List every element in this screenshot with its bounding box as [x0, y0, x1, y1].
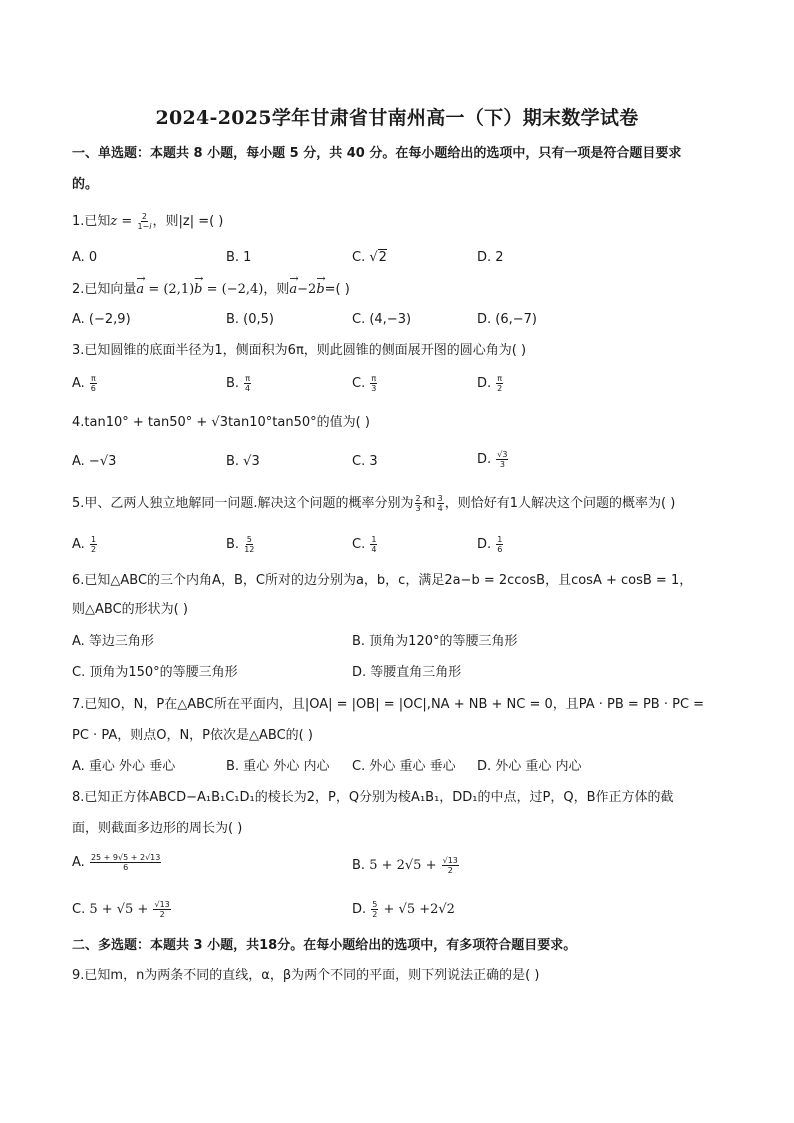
q1-formula: z — [110, 214, 118, 229]
q1-option-a: A. 0 — [72, 250, 98, 265]
q3-option-b: B. $\frac{\pi}{4}$ — [226, 374, 251, 393]
q4-option-b: B. √3 — [226, 454, 260, 469]
q3-option-a: A. $\frac{\pi}{6}$ — [72, 374, 96, 393]
q1-fraction: $\frac{2}{1-i}$ — [137, 212, 152, 231]
q2-option-d: D. (6,−7) — [477, 312, 537, 327]
q1-option-d: D. 2 — [477, 250, 504, 265]
q6-option-c: C. 顶角为150°的等腰三角形 — [72, 665, 238, 680]
question-5: 5.甲、乙两人独立地解同一问题.解决这个问题的概率分别为 $\frac{2}{3}$ 和 $\frac{3}{4}$ ，则恰好有1人解决这个问题的概率为( ) — [72, 494, 676, 513]
question-6: 6.已知△ABC的三个内角A，B，C所对的边分别为a，b，c，满足2a−b = 2ccosB，且cosA + cosB = 1， — [72, 573, 693, 588]
question-9: 9.已知m，n为两条不同的直线，α，β为两个不同的平面，则下列说法正确的是( ) — [72, 968, 540, 983]
section2-heading: 二、多选题：本题共 3 小题，共18分。在每小题给出的选项中，有多项符合题目要求。 — [72, 938, 577, 953]
q8-option-b: B. 5 + 2√5 + $\frac{√13}{2}$ — [352, 856, 458, 875]
q1-number: 1. — [72, 214, 85, 229]
question-8: 8.已知正方体ABCD−A₁B₁C₁D₁的棱长为2，P，Q分别为棱A₁B₁，DD₁的中点，过P，Q，B作正方体的截 — [72, 790, 674, 805]
q2-option-c: C. (4,−3) — [352, 312, 412, 327]
q7-option-a: A. 重心 外心 垂心 — [72, 759, 176, 774]
section1-heading: 一、单选题：本题共 8 小题，每小题 5 分，共 40 分。在每小题给出的选项中，只有一项是符合题目要求 — [72, 146, 682, 161]
q1-tail: ，则|z| =( ) — [152, 214, 224, 229]
q2-option-b: B. (0,5) — [226, 312, 275, 327]
q6-option-b: B. 顶角为120°的等腰三角形 — [352, 634, 518, 649]
question-7: 7.已知O，N，P在△ABC所在平面内，且|OA| = |OB| = |OC|,NA + NB + NC = 0，且PA · PB = PB · PC = — [72, 697, 705, 712]
q8-option-a: A. $\frac{25 + 9√5 + 2√13}{6}$ — [72, 853, 161, 872]
q5-option-c: C. $\frac{1}{4}$ — [352, 535, 377, 554]
q1-lead: 已知 — [84, 214, 111, 229]
question-4: 4.tan10° + tan50° + √3tan10°tan50°的值为( ) — [72, 415, 370, 430]
q6-option-d: D. 等腰直角三角形 — [352, 665, 462, 680]
q5-option-a: A. $\frac{1}{2}$ — [72, 535, 97, 554]
q7-option-c: C. 外心 重心 垂心 — [352, 759, 456, 774]
q3-option-c: C. $\frac{\pi}{3}$ — [352, 374, 377, 393]
q6-option-a: A. 等边三角形 — [72, 634, 154, 649]
question-8-cont: 面，则截面多边形的周长为( ) — [72, 821, 243, 836]
question-1: 1.已知z = $\frac{2}{1-i}$ ，则|z| =( ) — [72, 212, 224, 231]
q1-option-b: B. 1 — [226, 250, 252, 265]
question-3: 3.已知圆锥的底面半径为1，侧面积为6π，则此圆锥的侧面展开图的圆心角为( ) — [72, 343, 527, 358]
q5-option-b: B. $\frac{5}{12}$ — [226, 535, 255, 554]
q7-option-d: D. 外心 重心 内心 — [477, 759, 582, 774]
page-title: 2024-2025学年甘肃省甘南州高一（下）期末数学试卷 — [155, 107, 639, 129]
q8-option-c: C. 5 + √5 + $\frac{√13}{2}$ — [72, 900, 170, 919]
q4-option-d: D. $\frac{√3}{3}$ — [477, 450, 508, 469]
q3-option-d: D. $\frac{\pi}{2}$ — [477, 374, 503, 393]
question-6-cont: 则△ABC的形状为( ) — [72, 602, 188, 617]
section1-heading-cont: 的。 — [72, 177, 99, 192]
q4-option-a: A. −√3 — [72, 454, 117, 469]
q5-option-d: D. $\frac{1}{6}$ — [477, 535, 503, 554]
q1-option-c: C. √2 — [352, 250, 387, 265]
q2-option-a: A. (−2,9) — [72, 312, 131, 327]
q4-option-c: C. 3 — [352, 454, 378, 469]
question-2: 2.已知向量→ a = (2,1)→ b = (−2,4)，则→ a−2→ b=( ) — [72, 281, 350, 299]
q8-option-d: D. $\frac{5}{2}$ + √5 +2√2 — [352, 900, 455, 919]
q7-option-b: B. 重心 外心 内心 — [226, 759, 330, 774]
question-7-cont: PC · PA，则点O，N，P依次是△ABC的( ) — [72, 728, 313, 743]
